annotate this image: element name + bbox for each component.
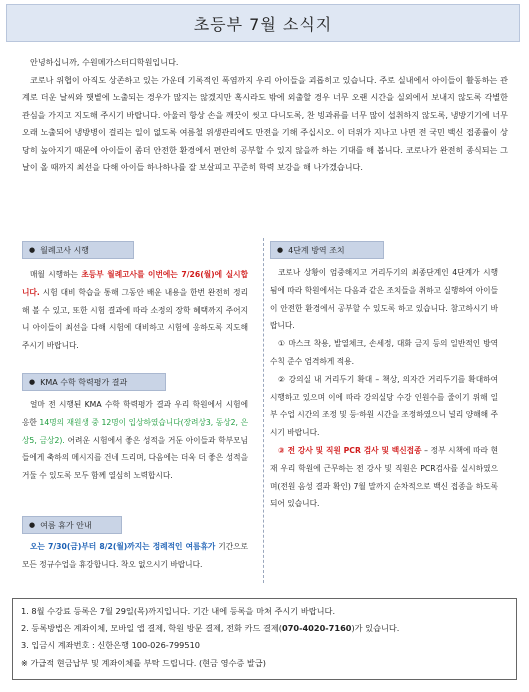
highlight-text: 초등부 월례고사를 이번에는 7/26(월)에 실시합니다.: [22, 270, 248, 297]
bullet-icon: ●: [29, 246, 36, 254]
section-title: 4단계 방역 조치: [288, 245, 345, 255]
page-title: 초등부 7월 소식지: [193, 14, 333, 34]
text: – 정부 시책에 따라 현재 우리 학원에 근무하는 전 강사 및 직원은 PCR검사를 실시하였으며(전원 음성 결과 확인) 7월 말까지 순차적으로 백신 접종을 하도록 되어 있습니다.: [270, 445, 498, 509]
highlight-text: ③ 전 강사 및 직원 PCR 검사 및 백신접종: [278, 445, 422, 455]
notice-line-3: 3. 입금시 계좌번호 : 신한은행 100-026-799510: [21, 640, 201, 651]
text: 얼마 전 시행된 KMA 수학 학력평가 결과 우리 학원에서 시험에 응한: [22, 400, 248, 427]
bullet-icon: ●: [29, 521, 36, 529]
intro-body: 코로나 위협이 아직도 상존하고 있는 가운데 기록적인 폭염까지 우리 아이들을 괴롭히고 있습니다. 주로 실내에서 아이들이 활동하는 관계로 더운 날씨와 햇볕에 노출되는 경우가 많지는 않겠지만 혹시라도 밖에 외출할 경우 너무 오랜 시간을 실외에서 보내지 않도록 각별한 관심을 가지고 지도해 주시기 바랍니다. 아울러 항상 손을 깨끗이 씻고 다니도록, 찬 빙과류를 너무 많이 섭취하지 않도록, 냉방기기에 너무 오래 노출되어 냉방병이 걸리는 일이 없도록 여름철 위생관리에도 만전을 기해 주십시오. 이 더위가 지나고 나면 전 국민 백신 접종률이 상당히 높아지기 때문에 아이들이 좀더 안전한 환경에서 편안히 공부할 수 있지 않을까 하는 기대를 해 봅니다. 코로나가 완전히 종식되는 그날이 올 때까지 최선을 다해 아이들 하나하나를 잘 보살피고 꾸준히 학력 보강을 해 나가겠습니다.: [22, 74, 508, 172]
notice-line-2: [21, 620, 508, 637]
highlight-text: 14명의 재원생 중 12명이 입상하였습니다(장려상3, 동상2, 은상5, 금상2).: [22, 417, 248, 445]
section-head-vacation: [22, 516, 122, 534]
phone-number: 070-4020-7160: [282, 623, 352, 634]
section-head-monthly-test: [22, 241, 134, 259]
level4-para-3: ② 강의실 내 거리두기 확대 – 책상, 의자간 거리두기를 확대하여 시행하고 있으며 이에 따라 강의실당 수강 인원수를 줄이기 위해 일부 수업 시간의 조정 및 등·하원 시간을 조정하였으니 널리 양해해 주시기 바랍니다.: [270, 374, 498, 438]
column-divider: [263, 238, 264, 583]
monthly-test-text: [22, 266, 248, 355]
bullet-icon: ●: [29, 378, 36, 386]
section-title: 여름 휴가 안내: [40, 520, 92, 530]
intro-letter: [22, 54, 508, 177]
section-title: 월례고사 시행: [40, 245, 90, 255]
level4-para-2: ① 마스크 착용, 발열체크, 손세정, 대화 금지 등의 일반적인 방역수칙 준수 엄격하게 적용.: [270, 339, 498, 366]
text: )가 있습니다.: [351, 623, 400, 634]
section-title: KMA 수학 학력평가 결과: [40, 377, 128, 387]
level4-para-1: 코로나 상황이 엄중해지고 거리두기의 최종단계인 4단계가 시행됨에 따라 학원에서는 다음과 같은 조치들을 취하고 실행하여 아이들이 안전한 환경에서 공부할 수 있도록 하고 있습니다. 참고하시기 바랍니다.: [270, 268, 498, 331]
section-head-level4: [270, 241, 384, 259]
text: 기간으로 모든 정규수업을 휴강합니다. 착오 없으시기 바랍니다.: [22, 542, 248, 569]
notice-line-1: 1. 8월 수강료 등록은 7월 29일(목)까지입니다. 기간 내에 등록을 마쳐 주시기 바랍니다.: [21, 606, 336, 616]
text: 매월 시행하는: [30, 270, 82, 279]
highlight-text: 오는 7/30(금)부터 8/2(월)까지는 정례적인 여름휴가: [30, 542, 216, 551]
payment-notice-box: [12, 598, 517, 680]
text: 어려운 시험에서 좋은 성적을 거둔 아이들과 학부모님들에게 축하의 메시지를 건네 드리며, 다음에는 더욱 더 좋은 성적을 거둘 수 있도록 모두 함께 열심히 노력합시다.: [22, 435, 248, 481]
bullet-icon: ●: [277, 246, 284, 254]
notice-line-4: ※ 가급적 현금납부 및 계좌이체를 부탁 드립니다. (현금 영수증 발급): [21, 657, 266, 668]
section-head-kma: [22, 373, 166, 391]
level4-text: [270, 264, 498, 513]
vacation-text: [22, 538, 248, 574]
kma-text: [22, 396, 248, 485]
text: 시험 대비 학습을 통해 그동안 배운 내용을 한번 완전히 정리해 볼 수 있고, 또한 시험 결과에 따라 소정의 장학 혜택까지 주어지니 아이들이 최선을 다해 시험에 대비하고 시험에 응하도록 지도해 주시기 바랍니다.: [22, 287, 248, 351]
intro-greeting: 안녕하십니까, 수원메가스터디학원입니다.: [30, 57, 179, 67]
text: 2. 등록방법은 계좌이체, 모바일 앱 결제, 학원 방문 결제, 전화 카드 결제(: [21, 623, 282, 634]
title-banner: [6, 4, 520, 42]
